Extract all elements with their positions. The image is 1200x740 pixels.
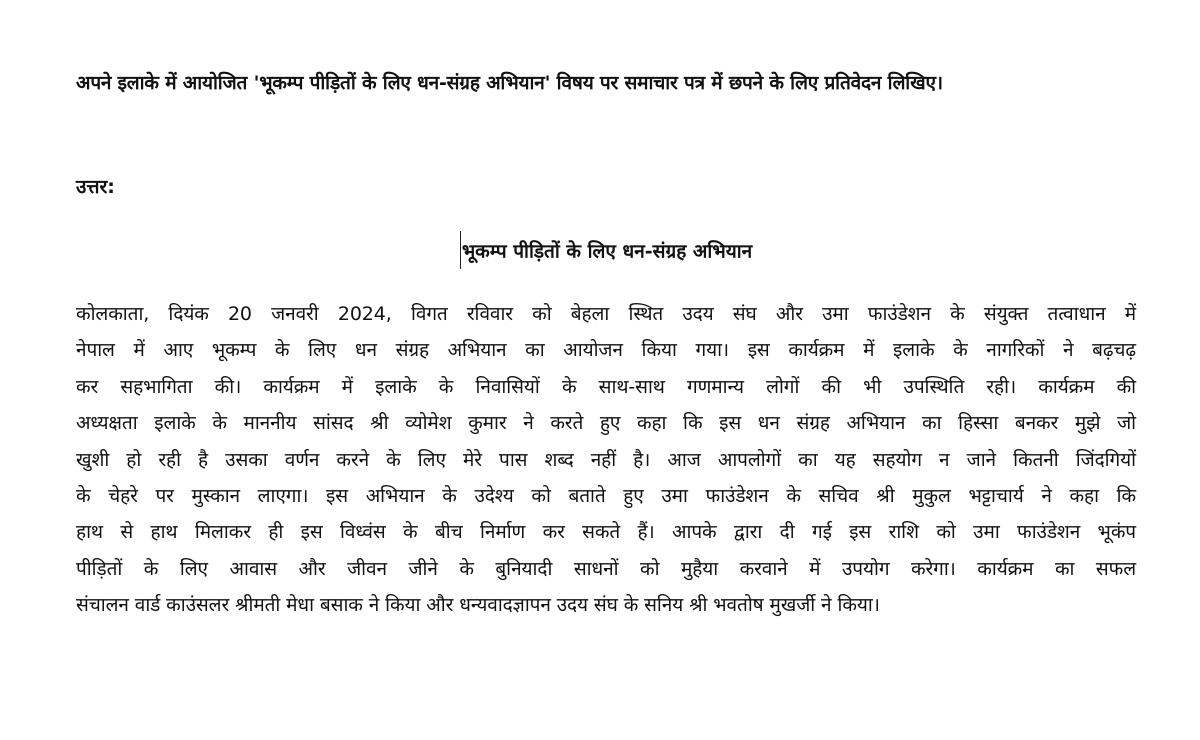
report-line: कोलकाता, दियंक 20 जनवरी 2024, विगत रविवार को बेहला स्थित उदय संघ और उमा फाउंडेशन के संयुक्त तत्वाधान में — [76, 303, 1136, 325]
report-line: संचालन वार्ड काउंसलर श्रीमती मेधा बसाक ने किया और धन्यवादज्ञापन उदय संघ के सनिय श्री भवतोष मुखर्जी ने किया। — [76, 594, 880, 617]
answer-label: उत्तर: — [76, 176, 115, 198]
report-title: भूकम्प पीड़ितों के लिए धन-संग्रह अभियान — [461, 240, 753, 263]
report-line: के चेहरे पर मुस्कान लाएगा। इस अभियान के उदेश्य को बताते हुए उमा फाउंडेशन के सचिव श्री मुकुल भट्टाचार्य ने कहा कि — [76, 485, 1136, 508]
report-line: नेपाल में आए भूकम्प के लिए धन संग्रह अभियान का आयोजन किया गया। इस कार्यक्रम में इलाके के नागरिकों ने बढ़चढ़ — [76, 339, 1136, 362]
report-body — [76, 296, 1136, 624]
question-text: अपने इलाके में आयोजित 'भूकम्प पीड़ितों के लिए धन-संग्रह अभियान' विषय पर समाचार पत्र में छपने के लिए प्रतिवेदन लिखिए। — [76, 72, 943, 94]
text-cursor — [460, 231, 461, 269]
report-line: अध्यक्षता इलाके के माननीय सांसद श्री व्योमेश कुमार ने करते हुए कहा कि इस धन संग्रह अभियान का हिस्सा बनकर मुझे जो — [76, 412, 1136, 435]
report-line: पीड़ितों के लिए आवास और जीवन जीने के बुनियादी साधनों को मुहैया करवाने में उपयोग करेगा। कार्यक्रम का सफल — [76, 557, 1136, 580]
report-line: हाथ से हाथ मिलाकर ही इस विध्वंस के बीच निर्माण कर सकते हैं। आपके द्वारा दी गई इस राशि को उमा फाउंडेशन भूकंप — [76, 521, 1136, 544]
report-title-row — [76, 233, 1136, 271]
report-line: कर सहभागिता की। कार्यक्रम में इलाके के निवासियों के साथ-साथ गणमान्य लोगों की भी उपस्थिति रही। कार्यक्रम की — [76, 375, 1136, 398]
report-line: खुशी हो रही है उसका वर्णन करने के लिए मेरे पास शब्द नहीं है। आज आपलोगों का यह सहयोग न जाने कितनी जिंदगियों — [76, 448, 1136, 471]
